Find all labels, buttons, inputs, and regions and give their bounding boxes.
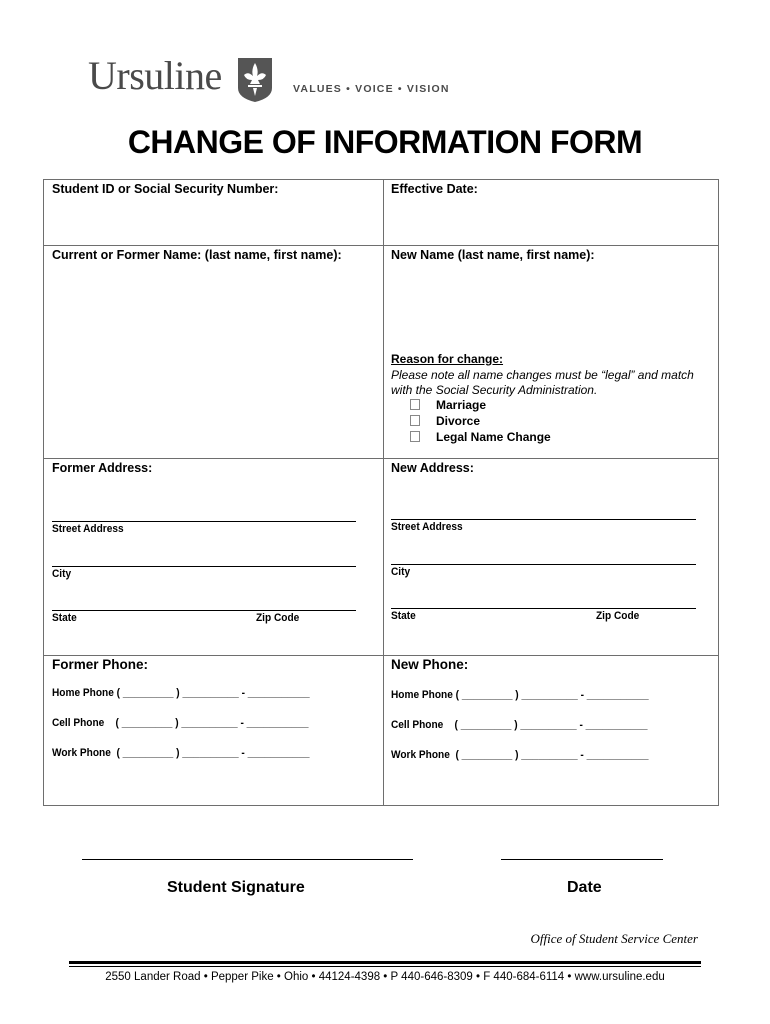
student-signature-line[interactable] — [82, 859, 413, 860]
option-legal-name-change[interactable]: Legal Name Change — [410, 430, 551, 444]
former-work-phone-field[interactable]: Work Phone ( _________ ) __________ - ___________ — [52, 747, 310, 759]
former-street-label: Street Address — [52, 523, 124, 535]
new-street-label: Street Address — [391, 521, 463, 533]
current-name-label: Current or Former Name: (last name, first name): — [52, 248, 342, 262]
row-divider — [44, 245, 718, 246]
checkbox-icon[interactable] — [410, 415, 420, 426]
option-marriage[interactable]: Marriage — [410, 398, 486, 412]
reason-note-line-1: Please note all name changes must be “legal” and match — [391, 368, 694, 382]
new-state-zip-line[interactable] — [391, 608, 696, 609]
new-name-label: New Name (last name, first name): — [391, 248, 595, 262]
option-divorce[interactable]: Divorce — [410, 414, 480, 428]
column-divider — [383, 458, 384, 806]
new-zip-label: Zip Code — [596, 610, 640, 622]
footer-rule — [69, 961, 701, 964]
fleur-de-lis-icon — [238, 58, 362, 102]
new-street-line[interactable] — [391, 519, 696, 520]
new-address-label: New Address: — [391, 461, 474, 475]
logo-tagline: VALUES • VOICE • VISION — [293, 83, 450, 95]
date-label: Date — [567, 879, 602, 896]
new-phone-label: New Phone: — [391, 657, 469, 672]
new-home-phone-field[interactable]: Home Phone ( _________ ) __________ - ___________ — [391, 689, 649, 701]
new-name-field[interactable] — [385, 266, 718, 351]
new-work-phone-field[interactable]: Work Phone ( _________ ) __________ - ___________ — [391, 749, 649, 761]
new-city-label: City — [391, 566, 411, 578]
former-state-zip-line[interactable] — [52, 610, 356, 611]
new-city-line[interactable] — [391, 564, 696, 565]
footer-address: 2550 Lander Road • Pepper Pike • Ohio • 44124-4398 • P 440-646-8309 • F 440-684-6114 • www.ursuline.edu — [105, 971, 665, 983]
form-table — [43, 179, 719, 806]
former-cell-phone-field[interactable]: Cell Phone ( _________ ) __________ - ___________ — [52, 717, 309, 729]
row-divider — [44, 458, 718, 459]
former-address-label: Former Address: — [52, 461, 153, 475]
current-name-field[interactable] — [44, 266, 382, 456]
former-home-phone-field[interactable]: Home Phone ( _________ ) __________ - ___________ — [52, 687, 310, 699]
row-divider — [44, 655, 718, 656]
former-zip-label: Zip Code — [256, 612, 300, 624]
reason-note-line-2: with the Social Security Administration. — [391, 383, 598, 397]
student-signature-label: Student Signature — [167, 879, 305, 896]
former-state-label: State — [52, 612, 77, 624]
date-line[interactable] — [501, 859, 663, 860]
logo-wordmark: Ursuline — [88, 53, 222, 98]
effective-date-label: Effective Date: — [391, 182, 478, 196]
reason-label: Reason for change: — [391, 352, 504, 366]
office-name: Office of Student Service Center — [530, 931, 698, 946]
former-street-line[interactable] — [52, 521, 356, 522]
new-state-label: State — [391, 610, 416, 622]
student-id-label: Student ID or Social Security Number: — [52, 182, 279, 196]
form-title: CHANGE OF INFORMATION FORM — [127, 124, 643, 160]
former-city-line[interactable] — [52, 566, 356, 567]
checkbox-icon[interactable] — [410, 431, 420, 442]
effective-date-field[interactable] — [385, 198, 718, 244]
column-divider — [383, 180, 384, 458]
former-phone-label: Former Phone: — [52, 657, 149, 672]
former-city-label: City — [52, 568, 72, 580]
footer-rule-thin — [69, 966, 701, 967]
new-cell-phone-field[interactable]: Cell Phone ( _________ ) __________ - ___________ — [391, 719, 648, 731]
student-id-field[interactable] — [44, 198, 382, 244]
checkbox-icon[interactable] — [410, 399, 420, 410]
